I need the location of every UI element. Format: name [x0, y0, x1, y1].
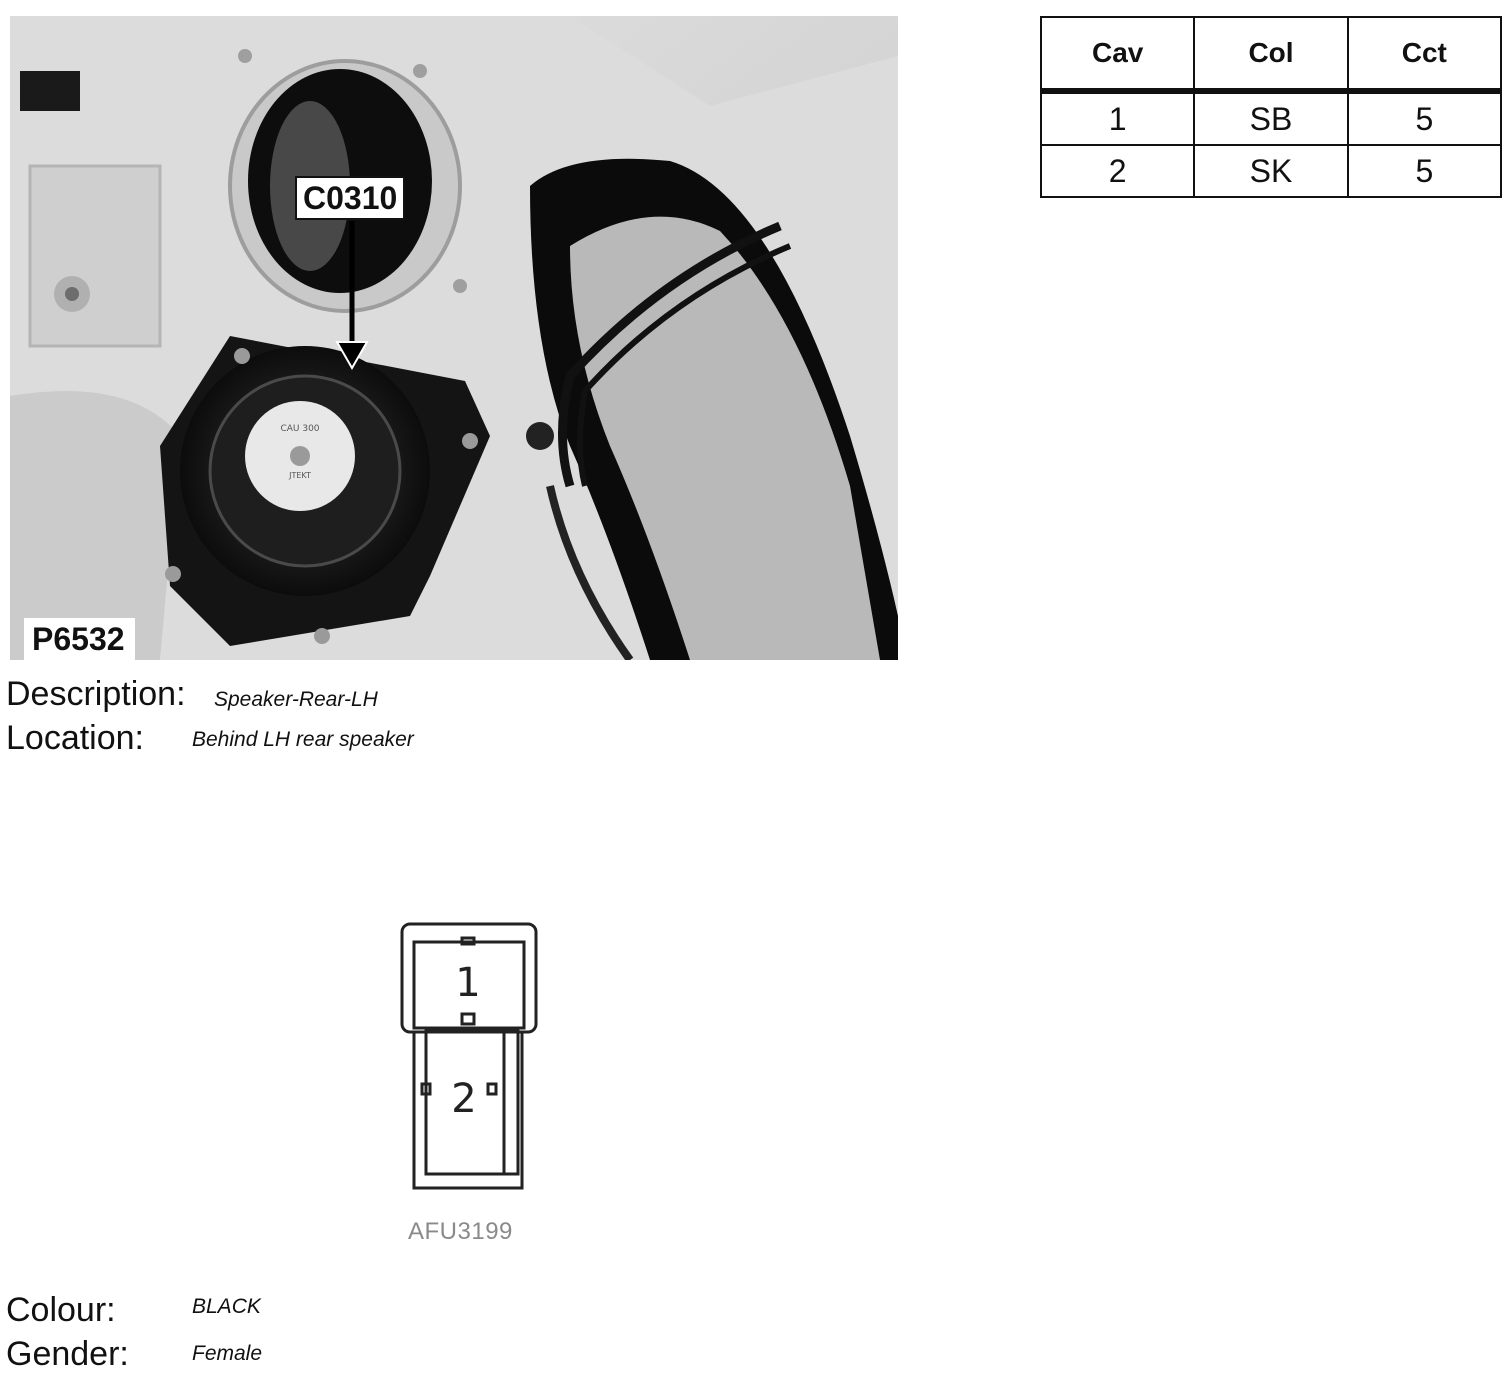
connector-outline [396, 918, 546, 1198]
cell-cct: 5 [1348, 91, 1501, 145]
cell-col: SB [1194, 91, 1347, 145]
table-row [1041, 145, 1501, 197]
cell-col: SK [1194, 145, 1347, 197]
description-label: Description: [6, 675, 186, 713]
photo-reference-tag: P6532 [24, 618, 135, 660]
description-value: Speaker-Rear-LH [214, 688, 378, 711]
header-col: Col [1194, 17, 1347, 91]
location-value: Behind LH rear speaker [192, 728, 414, 751]
pin-table [1040, 16, 1502, 198]
location-label: Location: [6, 719, 144, 757]
connector-callout-label: C0310 [295, 176, 405, 220]
header-cav: Cav [1041, 17, 1194, 91]
svg-text:CAU 300: CAU 300 [280, 424, 320, 434]
diagram-code: AFU3199 [408, 1218, 513, 1245]
connector-location-photo [10, 16, 898, 660]
gender-value: Female [192, 1342, 263, 1365]
table-row [1041, 91, 1501, 145]
colour-label: Colour: [6, 1291, 116, 1329]
colour-value: BLACK [192, 1295, 261, 1318]
connector-face-diagram [396, 918, 546, 1198]
gender-label: Gender: [6, 1335, 129, 1373]
header-cct: Cct [1348, 17, 1501, 91]
cell-cav: 1 [1041, 91, 1194, 145]
cell-cav: 2 [1041, 145, 1194, 197]
table-header-row [1041, 17, 1501, 91]
svg-text:JTEKT: JTEKT [289, 471, 311, 480]
cavity-1-label: 1 [455, 960, 481, 1006]
speaker-photo-illustration [10, 16, 898, 660]
cell-cct: 5 [1348, 145, 1501, 197]
cavity-2-label: 2 [451, 1076, 477, 1122]
